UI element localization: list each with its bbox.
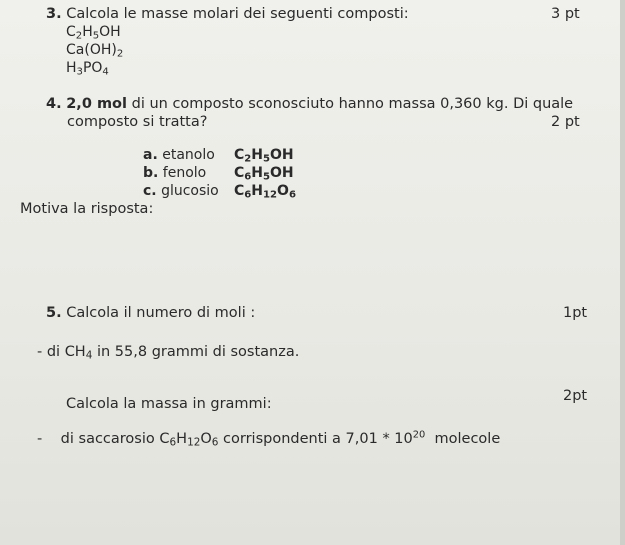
formula-subscript: 6 xyxy=(288,189,296,201)
formula-subscript: 2 xyxy=(116,48,124,60)
q4-points: 2 pt xyxy=(551,114,580,130)
q4-option-a-formula xyxy=(234,147,294,163)
q6-value xyxy=(346,431,426,447)
option-name: fenolo xyxy=(162,165,207,181)
formula-text: O xyxy=(200,431,212,447)
formula-subscript: 12 xyxy=(263,189,278,201)
formula-subscript: 3 xyxy=(76,66,83,78)
q5-formula xyxy=(65,344,93,360)
q4-option-c-formula xyxy=(234,183,296,199)
q4-text-2: composto si tratta? xyxy=(67,114,208,130)
formula-text: H xyxy=(251,183,264,199)
formula-text: H xyxy=(82,24,93,40)
q5-dash: - xyxy=(37,344,43,360)
formula-text: C xyxy=(234,183,245,199)
q3-compound-2 xyxy=(66,42,123,58)
option-name: glucosio xyxy=(161,183,219,199)
formula-text: H xyxy=(176,431,188,447)
q6-mid: corrispondenti a xyxy=(223,431,341,447)
q4-line-1 xyxy=(46,96,573,112)
q6-formula xyxy=(159,431,218,447)
q5-number: 5. xyxy=(46,305,62,321)
q5-pre: di xyxy=(46,344,61,360)
formula-subscript: 4 xyxy=(85,349,93,362)
q4-option-a xyxy=(143,147,215,163)
q6-post: molecole xyxy=(434,431,501,447)
q4-option-c xyxy=(143,183,219,199)
formula-subscript: 5 xyxy=(263,171,271,183)
formula-subscript: 5 xyxy=(92,30,100,42)
q4-motiva: Motiva la risposta: xyxy=(20,201,154,217)
q4-option-b-formula xyxy=(234,165,294,181)
q3-points: 3 pt xyxy=(551,6,580,22)
formula-text: C xyxy=(159,431,170,447)
option-letter: c. xyxy=(143,183,157,199)
formula-text: H xyxy=(251,147,264,163)
q4-option-b xyxy=(143,165,206,181)
formula-text: PO xyxy=(82,60,103,76)
formula-subscript: 2 xyxy=(75,30,83,42)
formula-subscript: 6 xyxy=(211,436,219,449)
page-edge xyxy=(620,0,625,545)
formula-text: C xyxy=(234,147,245,163)
formula-text: Ca(OH) xyxy=(66,42,117,58)
formula-subscript: 4 xyxy=(102,66,109,78)
q5-text: Calcola il numero di moli : xyxy=(66,305,256,321)
formula-subscript: 6 xyxy=(244,171,252,183)
q5-post: in 55,8 grammi di sostanza. xyxy=(96,344,300,360)
option-letter: b. xyxy=(143,165,159,181)
q6-item xyxy=(37,431,500,447)
q6-dash: - xyxy=(37,431,43,447)
q4-number: 4. xyxy=(46,96,62,112)
formula-text: OH xyxy=(270,165,294,181)
formula-subscript: 6 xyxy=(244,189,252,201)
q6-value-exp: 20 xyxy=(412,429,426,441)
q6-value-base: 7,01 * 10 xyxy=(345,431,413,447)
formula-text: O xyxy=(277,183,289,199)
q5-points: 1pt xyxy=(563,305,588,321)
q3-number: 3. xyxy=(46,6,62,22)
formula-text: H xyxy=(66,60,77,76)
q5-item xyxy=(37,344,299,360)
formula-subscript: 12 xyxy=(187,436,201,449)
q4-bold-lead: 2,0 mol xyxy=(66,96,127,112)
q4-text-1: di un composto sconosciuto hanno massa 0,360 kg. Di quale xyxy=(131,96,574,112)
formula-subscript: 6 xyxy=(169,436,177,449)
q6-points: 2pt xyxy=(563,388,588,404)
formula-text: C xyxy=(234,165,245,181)
q3-header xyxy=(46,6,409,22)
q3-compound-3 xyxy=(66,60,109,76)
q6-text: Calcola la massa in grammi: xyxy=(66,396,272,412)
formula-subscript: 5 xyxy=(263,153,271,165)
formula-text: OH xyxy=(99,24,121,40)
formula-text: C xyxy=(66,24,76,40)
formula-text: CH xyxy=(64,344,86,360)
q3-text: Calcola le masse molari dei seguenti composti: xyxy=(66,6,409,22)
formula-subscript: 2 xyxy=(244,153,252,165)
q6-pre: di saccarosio xyxy=(60,431,155,447)
formula-text: OH xyxy=(270,147,294,163)
formula-text: H xyxy=(251,165,264,181)
option-letter: a. xyxy=(143,147,158,163)
q5-header xyxy=(46,305,255,321)
q3-compound-1 xyxy=(66,24,121,40)
option-name: etanolo xyxy=(162,147,215,163)
